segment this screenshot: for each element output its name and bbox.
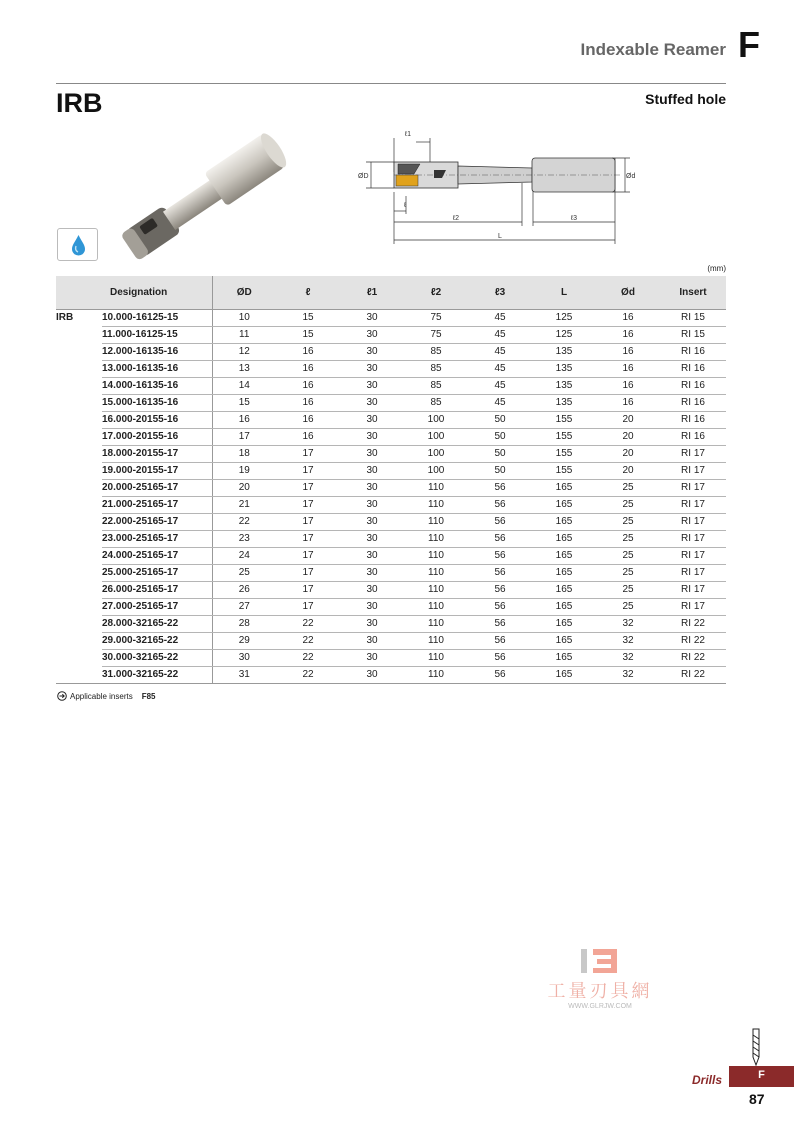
drawing-label-l3: ℓ3 xyxy=(570,215,578,222)
table-cell: 15 xyxy=(212,394,276,411)
table-cell: 17 xyxy=(276,445,340,462)
table-cell: 17 xyxy=(276,598,340,615)
drawing-label-l: ℓ xyxy=(404,202,407,209)
table-cell: 45 xyxy=(468,343,532,360)
table-cell: 30 xyxy=(340,411,404,428)
table-cell: 45 xyxy=(468,394,532,411)
table-cell: 25 xyxy=(596,496,660,513)
table-cell: 50 xyxy=(468,445,532,462)
coolant-drop-icon xyxy=(58,229,99,262)
table-cell: 17 xyxy=(276,581,340,598)
designation-cell: 18.000-20155-17 xyxy=(102,445,212,462)
product-code: IRB xyxy=(56,88,103,118)
spec-table xyxy=(56,276,726,684)
table-cell: 110 xyxy=(404,547,468,564)
footer-section-name: Drills xyxy=(692,1073,723,1087)
table-cell: 16 xyxy=(596,394,660,411)
table-cell: 125 xyxy=(532,309,596,326)
table-cell: 155 xyxy=(532,411,596,428)
table-cell: 165 xyxy=(532,564,596,581)
table-cell: 22 xyxy=(276,666,340,683)
table-cell: 50 xyxy=(468,411,532,428)
table-cell: 14 xyxy=(212,377,276,394)
table-cell: 11 xyxy=(212,326,276,343)
table-cell: 23 xyxy=(212,530,276,547)
table-cell: RI 17 xyxy=(660,581,726,598)
table-cell: RI 16 xyxy=(660,343,726,360)
table-cell: 165 xyxy=(532,581,596,598)
drawing-label-l2: ℓ2 xyxy=(452,215,460,222)
series-spacer xyxy=(56,615,102,632)
header-cell: Designation xyxy=(102,276,212,309)
table-cell: 25 xyxy=(212,564,276,581)
table-cell: 24 xyxy=(212,547,276,564)
series-spacer xyxy=(56,360,102,377)
table-cell: 56 xyxy=(468,581,532,598)
table-cell: 30 xyxy=(340,530,404,547)
designation-cell: 29.000-32165-22 xyxy=(102,632,212,649)
table-cell: 30 xyxy=(340,462,404,479)
table-cell: 30 xyxy=(340,666,404,683)
product-subtitle: Stuffed hole xyxy=(645,91,726,107)
table-row xyxy=(56,411,726,428)
table-cell: 56 xyxy=(468,649,532,666)
table-cell: 100 xyxy=(404,445,468,462)
applicable-inserts-page: F85 xyxy=(141,691,156,701)
table-cell: 25 xyxy=(596,564,660,581)
table-row xyxy=(56,581,726,598)
table-cell: 22 xyxy=(276,615,340,632)
table-cell: 20 xyxy=(596,445,660,462)
table-row xyxy=(56,343,726,360)
series-spacer xyxy=(56,649,102,666)
table-cell: 56 xyxy=(468,547,532,564)
table-cell: 20 xyxy=(596,462,660,479)
table-row xyxy=(56,326,726,343)
designation-cell: 21.000-25165-17 xyxy=(102,496,212,513)
table-header-row xyxy=(56,276,726,309)
designation-cell: 31.000-32165-22 xyxy=(102,666,212,683)
table-cell: 30 xyxy=(340,343,404,360)
table-cell: 30 xyxy=(212,649,276,666)
table-cell: 29 xyxy=(212,632,276,649)
designation-cell: 17.000-20155-16 xyxy=(102,428,212,445)
table-cell: 32 xyxy=(596,615,660,632)
table-cell: 85 xyxy=(404,394,468,411)
table-row xyxy=(56,649,726,666)
series-spacer xyxy=(56,496,102,513)
table-row xyxy=(56,394,726,411)
section-letter: F xyxy=(738,24,760,65)
table-cell: 16 xyxy=(212,411,276,428)
table-cell: 22 xyxy=(276,632,340,649)
dimension-drawing xyxy=(350,128,636,248)
series-spacer xyxy=(56,428,102,445)
table-row xyxy=(56,462,726,479)
table-cell: 16 xyxy=(276,360,340,377)
table-cell: 25 xyxy=(596,530,660,547)
table-cell: 165 xyxy=(532,496,596,513)
table-cell: 110 xyxy=(404,649,468,666)
designation-cell: 16.000-20155-16 xyxy=(102,411,212,428)
table-cell: 30 xyxy=(340,513,404,530)
table-cell: RI 17 xyxy=(660,564,726,581)
table-cell: 17 xyxy=(276,513,340,530)
designation-cell: 12.000-16135-16 xyxy=(102,343,212,360)
header-series xyxy=(56,276,102,309)
table-cell: 27 xyxy=(212,598,276,615)
table-cell: 15 xyxy=(276,326,340,343)
designation-cell: 13.000-16135-16 xyxy=(102,360,212,377)
header-cell: ℓ3 xyxy=(468,276,532,309)
table-cell: 30 xyxy=(340,564,404,581)
drawing-label-L: L xyxy=(498,233,502,240)
table-row xyxy=(56,615,726,632)
table-cell: 17 xyxy=(212,428,276,445)
series-spacer xyxy=(56,598,102,615)
header-cell: ℓ2 xyxy=(404,276,468,309)
table-cell: 110 xyxy=(404,598,468,615)
table-cell: 110 xyxy=(404,513,468,530)
table-cell: RI 17 xyxy=(660,445,726,462)
header-cell: ℓ xyxy=(276,276,340,309)
header-divider xyxy=(56,83,726,84)
header-cell: ØD xyxy=(212,276,276,309)
table-cell: RI 22 xyxy=(660,632,726,649)
table-cell: 100 xyxy=(404,411,468,428)
arrow-circle-icon xyxy=(57,691,67,701)
header-cell: Ød xyxy=(596,276,660,309)
table-cell: 18 xyxy=(212,445,276,462)
table-cell: 25 xyxy=(596,598,660,615)
table-cell: RI 15 xyxy=(660,309,726,326)
table-cell: 30 xyxy=(340,479,404,496)
table-cell: 125 xyxy=(532,326,596,343)
table-cell: 56 xyxy=(468,479,532,496)
table-cell: 17 xyxy=(276,462,340,479)
table-cell: RI 17 xyxy=(660,462,726,479)
designation-cell: 24.000-25165-17 xyxy=(102,547,212,564)
table-cell: 165 xyxy=(532,513,596,530)
table-row xyxy=(56,445,726,462)
table-row xyxy=(56,479,726,496)
designation-cell: 23.000-25165-17 xyxy=(102,530,212,547)
series-spacer xyxy=(56,581,102,598)
table-cell: 45 xyxy=(468,309,532,326)
table-cell: 165 xyxy=(532,530,596,547)
table-cell: 165 xyxy=(532,598,596,615)
table-row xyxy=(56,496,726,513)
drill-icon xyxy=(748,1027,764,1067)
table-cell: 45 xyxy=(468,326,532,343)
table-cell: 20 xyxy=(212,479,276,496)
table-cell: 25 xyxy=(596,479,660,496)
table-cell: 32 xyxy=(596,666,660,683)
table-cell: 15 xyxy=(276,309,340,326)
designation-cell: 30.000-32165-22 xyxy=(102,649,212,666)
table-cell: 21 xyxy=(212,496,276,513)
header-cell: ℓ1 xyxy=(340,276,404,309)
table-cell: 16 xyxy=(276,394,340,411)
table-cell: 17 xyxy=(276,479,340,496)
table-cell: 110 xyxy=(404,632,468,649)
designation-cell: 19.000-20155-17 xyxy=(102,462,212,479)
table-cell: 30 xyxy=(340,326,404,343)
table-cell: 56 xyxy=(468,666,532,683)
page-number: 87 xyxy=(749,1091,765,1107)
table-cell: RI 15 xyxy=(660,326,726,343)
table-cell: 165 xyxy=(532,649,596,666)
designation-cell: 25.000-25165-17 xyxy=(102,564,212,581)
table-cell: RI 16 xyxy=(660,411,726,428)
table-cell: 30 xyxy=(340,598,404,615)
reamer-photo xyxy=(118,138,298,258)
table-cell: 110 xyxy=(404,564,468,581)
table-cell: 25 xyxy=(596,547,660,564)
table-cell: RI 17 xyxy=(660,547,726,564)
drawing-label-l1: ℓ1 xyxy=(404,131,412,138)
table-cell: 165 xyxy=(532,615,596,632)
table-cell: 75 xyxy=(404,326,468,343)
table-cell: RI 17 xyxy=(660,479,726,496)
watermark xyxy=(530,945,670,1010)
watermark-url: WWW.GLRJW.COM xyxy=(568,1003,632,1010)
table-cell: 16 xyxy=(596,326,660,343)
series-spacer xyxy=(56,479,102,496)
table-cell: 30 xyxy=(340,496,404,513)
designation-cell: 11.000-16125-15 xyxy=(102,326,212,343)
designation-cell: 28.000-32165-22 xyxy=(102,615,212,632)
table-row xyxy=(56,632,726,649)
designation-cell: 22.000-25165-17 xyxy=(102,513,212,530)
table-cell: RI 16 xyxy=(660,428,726,445)
series-spacer xyxy=(56,666,102,683)
table-cell: RI 16 xyxy=(660,394,726,411)
table-cell: 32 xyxy=(596,649,660,666)
table-cell: RI 17 xyxy=(660,513,726,530)
table-cell: 22 xyxy=(212,513,276,530)
table-cell: 165 xyxy=(532,632,596,649)
table-cell: 16 xyxy=(276,411,340,428)
table-cell: 25 xyxy=(596,581,660,598)
table-cell: 110 xyxy=(404,479,468,496)
table-cell: 30 xyxy=(340,547,404,564)
table-cell: 155 xyxy=(532,462,596,479)
header-cell: L xyxy=(532,276,596,309)
table-row xyxy=(56,309,726,326)
table-cell: RI 22 xyxy=(660,666,726,683)
table-cell: 17 xyxy=(276,496,340,513)
table-cell: RI 17 xyxy=(660,496,726,513)
table-cell: 50 xyxy=(468,462,532,479)
table-cell: 30 xyxy=(340,394,404,411)
coolant-badge xyxy=(57,228,98,261)
table-cell: 165 xyxy=(532,547,596,564)
series-spacer xyxy=(56,411,102,428)
table-cell: 56 xyxy=(468,598,532,615)
designation-cell: 27.000-25165-17 xyxy=(102,598,212,615)
table-cell: 56 xyxy=(468,615,532,632)
table-cell: 22 xyxy=(276,649,340,666)
table-cell: 85 xyxy=(404,360,468,377)
table-row xyxy=(56,428,726,445)
table-cell: RI 22 xyxy=(660,649,726,666)
table-cell: 56 xyxy=(468,513,532,530)
table-cell: 110 xyxy=(404,496,468,513)
series-spacer xyxy=(56,462,102,479)
table-row xyxy=(56,360,726,377)
designation-cell: 14.000-16135-16 xyxy=(102,377,212,394)
table-cell: 135 xyxy=(532,360,596,377)
table-cell: 30 xyxy=(340,309,404,326)
drawing-label-D: ØD xyxy=(358,173,369,180)
table-cell: RI 16 xyxy=(660,377,726,394)
designation-cell: 20.000-25165-17 xyxy=(102,479,212,496)
table-row xyxy=(56,564,726,581)
drawing-label-d: Ød xyxy=(626,173,636,180)
series-spacer xyxy=(56,394,102,411)
table-cell: 32 xyxy=(596,632,660,649)
table-cell: 16 xyxy=(276,377,340,394)
table-cell: 30 xyxy=(340,649,404,666)
table-row xyxy=(56,666,726,683)
table-cell: 56 xyxy=(468,564,532,581)
series-spacer xyxy=(56,326,102,343)
table-cell: 110 xyxy=(404,615,468,632)
table-cell: 45 xyxy=(468,360,532,377)
table-cell: 16 xyxy=(276,428,340,445)
designation-cell: 15.000-16135-16 xyxy=(102,394,212,411)
table-cell: 25 xyxy=(596,513,660,530)
series-spacer xyxy=(56,343,102,360)
table-cell: RI 17 xyxy=(660,598,726,615)
table-cell: 100 xyxy=(404,428,468,445)
table-cell: 155 xyxy=(532,428,596,445)
series-spacer xyxy=(56,547,102,564)
table-cell: 45 xyxy=(468,377,532,394)
series-label: IRB xyxy=(56,311,74,323)
table-cell: 50 xyxy=(468,428,532,445)
table-cell: 56 xyxy=(468,496,532,513)
applicable-inserts-note xyxy=(57,691,156,701)
table-cell: 110 xyxy=(404,530,468,547)
table-cell: 30 xyxy=(340,377,404,394)
table-cell: 10 xyxy=(212,309,276,326)
table-cell: 12 xyxy=(212,343,276,360)
table-row xyxy=(56,513,726,530)
watermark-logo xyxy=(575,945,625,977)
table-cell: 20 xyxy=(596,411,660,428)
series-spacer xyxy=(56,377,102,394)
table-cell: 30 xyxy=(340,360,404,377)
table-cell: 17 xyxy=(276,564,340,581)
table-cell: 30 xyxy=(340,581,404,598)
designation-cell: 10.000-16125-15 xyxy=(102,309,212,326)
series-spacer xyxy=(56,445,102,462)
table-cell: 75 xyxy=(404,309,468,326)
table-cell: 19 xyxy=(212,462,276,479)
table-cell: RI 16 xyxy=(660,360,726,377)
table-cell: 85 xyxy=(404,343,468,360)
table-row xyxy=(56,530,726,547)
header-title: Indexable Reamer xyxy=(580,40,726,59)
table-cell: 30 xyxy=(340,632,404,649)
table-cell: 28 xyxy=(212,615,276,632)
table-cell: 30 xyxy=(340,615,404,632)
table-cell: 30 xyxy=(340,445,404,462)
table-cell: 135 xyxy=(532,377,596,394)
series-spacer xyxy=(56,513,102,530)
table-cell: 16 xyxy=(596,360,660,377)
designation-cell: 26.000-25165-17 xyxy=(102,581,212,598)
table-cell: 16 xyxy=(596,377,660,394)
table-cell: 56 xyxy=(468,530,532,547)
table-cell: 17 xyxy=(276,547,340,564)
watermark-text: 工量刃具網 xyxy=(547,981,653,1002)
table-row xyxy=(56,598,726,615)
table-cell: 155 xyxy=(532,445,596,462)
table-row xyxy=(56,547,726,564)
header-cell: Insert xyxy=(660,276,726,309)
series-spacer xyxy=(56,632,102,649)
table-cell: 135 xyxy=(532,394,596,411)
table-cell: 165 xyxy=(532,479,596,496)
table-cell: 16 xyxy=(276,343,340,360)
table-cell: 31 xyxy=(212,666,276,683)
table-cell: 100 xyxy=(404,462,468,479)
table-cell: 110 xyxy=(404,581,468,598)
units-note: (mm) xyxy=(707,264,726,273)
series-spacer xyxy=(56,530,102,547)
table-cell: 26 xyxy=(212,581,276,598)
table-cell: 56 xyxy=(468,632,532,649)
table-cell: 17 xyxy=(276,530,340,547)
footer-section-tab: F xyxy=(729,1066,794,1087)
table-cell: 16 xyxy=(596,309,660,326)
table-cell: RI 17 xyxy=(660,530,726,547)
table-cell: 16 xyxy=(596,343,660,360)
table-cell: 30 xyxy=(340,428,404,445)
series-spacer xyxy=(56,564,102,581)
table-cell: 135 xyxy=(532,343,596,360)
applicable-inserts-label: Applicable inserts xyxy=(70,691,133,701)
table-cell: 110 xyxy=(404,666,468,683)
table-cell: 13 xyxy=(212,360,276,377)
table-cell: 85 xyxy=(404,377,468,394)
table-cell: 20 xyxy=(596,428,660,445)
table-row xyxy=(56,377,726,394)
table-cell: 165 xyxy=(532,666,596,683)
table-cell: RI 22 xyxy=(660,615,726,632)
